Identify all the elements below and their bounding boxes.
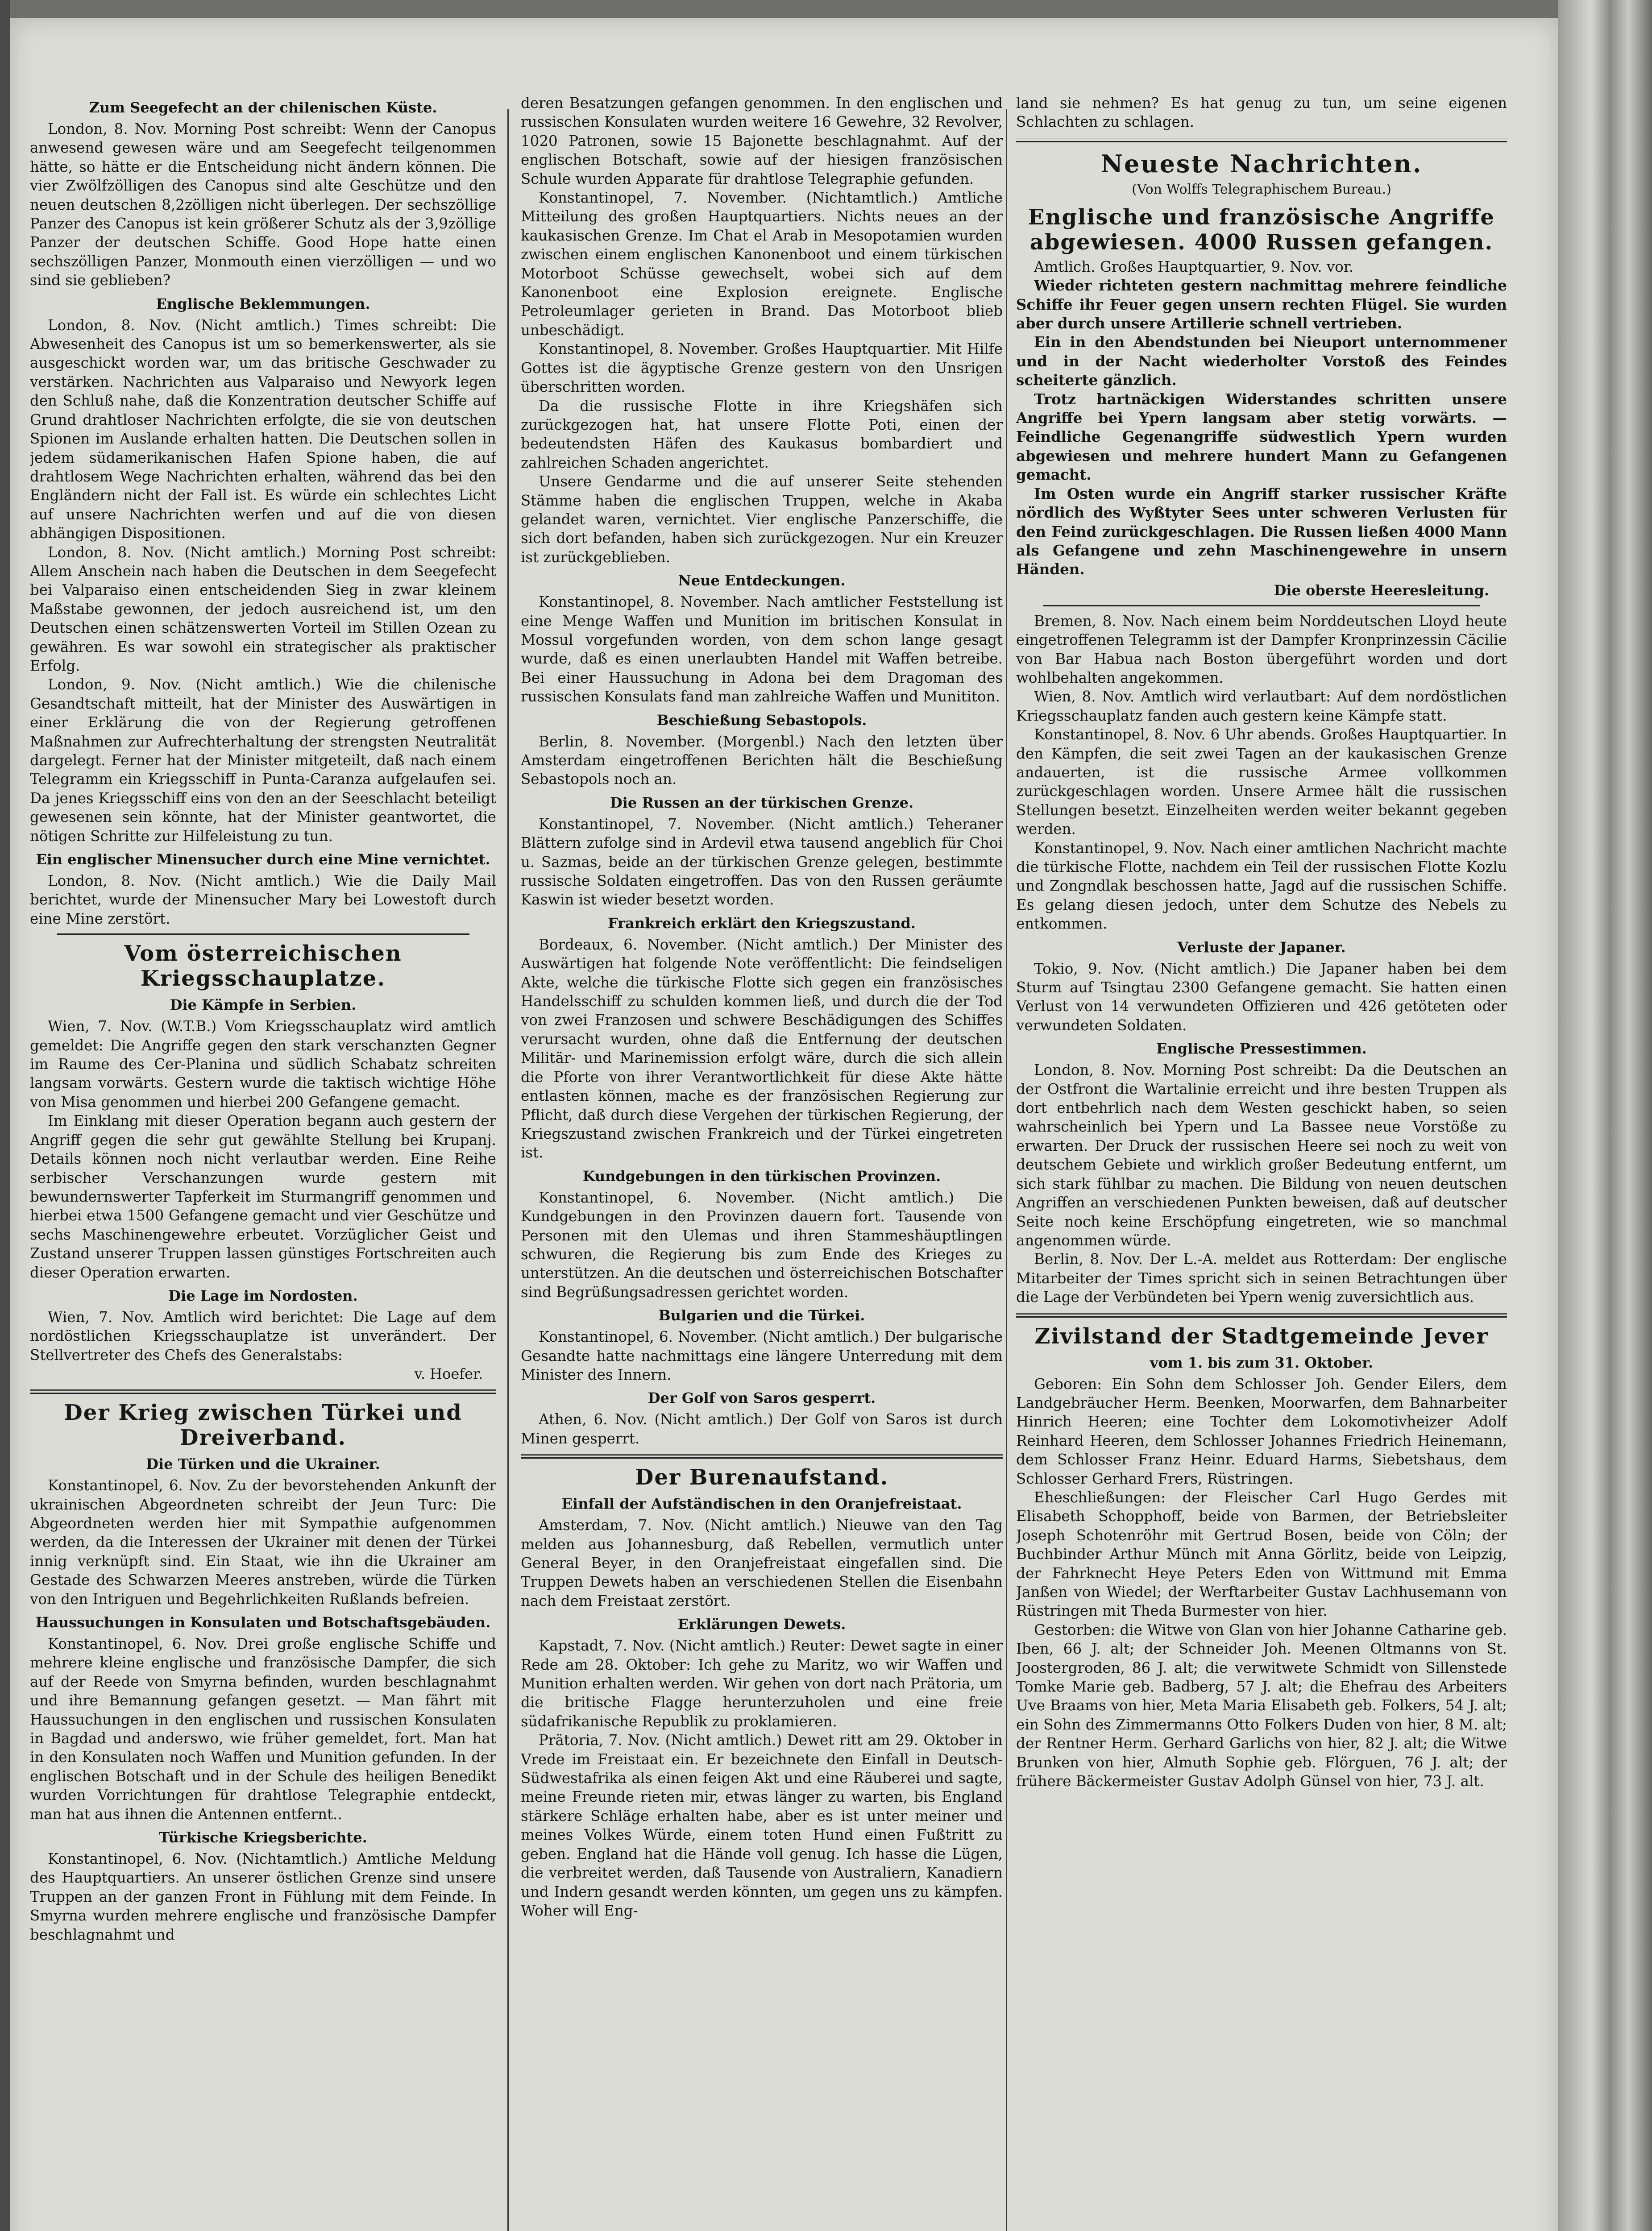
section-divider — [30, 1389, 496, 1394]
article-paragraph: Konstantinopel, 9. Nov. Nach einer amtlichen Nachricht machte die türkische Flotte, nachdem ein Teil der russischen Flotte Kozlu und Zongndlak beschossen hatte, Jagd auf die russischen Schiffe. Es gelang diesen jedoch, unter dem Schutze des Nebels zu entkommen. — [1016, 839, 1507, 933]
headline: Einfall der Aufständischen in den Oranjefreistaat. — [561, 1495, 962, 1513]
section-title: Neueste Nachrichten. — [1100, 149, 1423, 178]
section-divider — [1016, 138, 1507, 142]
headline: Bulgarien und die Türkei. — [658, 1307, 865, 1324]
headline: Türkische Kriegsberichte. — [159, 1829, 367, 1846]
article-paragraph: Athen, 6. Nov. (Nicht amtlich.) Der Golf von Saros ist durch Minen gesperrt. — [521, 1411, 1003, 1447]
article-paragraph: Konstantinopel, 6. November. (Nicht amtlich.) Der bulgarische Gesandte hatte nachmittags eine längere Unterredung mit dem Minister des Innern. — [521, 1328, 1003, 1383]
headline: Zum Seegefecht an der chilenischen Küste. — [89, 99, 437, 116]
article-paragraph: Bremen, 8. Nov. Nach einem beim Norddeutschen Lloyd heute eingetroffenen Telegramm ist der Dampfer Kronprinzessin Cäcilie von Bar Habua nach Boston übergeführt worden und dort wohlbehalten angekommen. — [1016, 612, 1507, 686]
section-divider — [1043, 605, 1480, 606]
article-paragraph: Konstantinopel, 6. November. (Nicht amtlich.) Die Kundgebungen in den Provinzen dauern fort. Tausende von Personen mit den Ulemas und ihren Stammeshäuptlingen schwuren, die Regierung bis zum Ende des Krieges zu unterstützen. An die deutschen und österreichischen Botschafter sind Begrüßungsadressen gerichtet worden. — [521, 1189, 1003, 1301]
headline: Beschießung Sebastopols. — [656, 711, 867, 729]
article-paragraph: London, 8. Nov. (Nicht amtlich.) Times schreibt: Die Abwesenheit des Canopus ist um so bemerkenswerter, als sie ausgeschickt worden war, um das britische Geschwader zu verstärken. Nachrichten aus Valparaiso und Newyork legen den Schluß nahe, daß die Konzentration deutscher Schiffe auf Grund drahtloser Nachrichten erfolgte, die sie von deutschen Spionen im Auslande erhalten hatten. Die Deutschen sollen in jedem südamerikanischen Hafen Spione haben, die auf drahtlosem Wege Nachrichten erhalten, während das bei den Engländern nicht der Fall ist. Es würde ein schlechtes Licht auf unsere Nachrichten werfen und auf die von diesen abhängigen Dispositionen. — [30, 316, 496, 542]
article-paragraph: Wien, 7. Nov. (W.T.B.) Vom Kriegsschauplatz wird amtlich gemeldet: Die Angriffe gegen den stark verschanzten Gegner im Raume des Cer-Planina und südlich Schabatz schreiten langsam vorwärts. Gestern wurde die taktisch wichtige Höhe von Misa genommen und hierbei 200 Gefangene gemacht. — [30, 1018, 496, 1111]
article-paragraph: Ein in den Abendstunden bei Nieuport unternommener und in der Nacht wiederholter Vorstoß des Feindes scheiterte gänzlich. — [1016, 333, 1507, 389]
headline: Die Russen an der türkischen Grenze. — [610, 794, 914, 811]
article-paragraph: Konstantinopel, 8. November. Großes Hauptquartier. Mit Hilfe Gottes ist die ägyptische Grenze gestern von den Unsrigen überschritten worden. — [521, 340, 1003, 396]
article-paragraph: Amsterdam, 7. Nov. (Nicht amtlich.) Nieuwe van den Tag melden aus Johannesburg, daß Rebellen, vermutlich unter General Beyer, in den Oranjefreistaat eingefallen sind. Die Truppen Dewets haben an verschiedenen Stellen die Eisenbahn nach dem Freistaat zerstört. — [521, 1517, 1003, 1609]
column-2 — [521, 94, 1003, 2231]
headline: Die Lage im Nordosten. — [168, 1287, 358, 1304]
article-paragraph: Konstantinopel, 7. November. (Nicht amtlich.) Teheraner Blättern zufolge sind in Ardevil etwa tausend angeblich für Choi u. Sazmas, beide an der türkischen Grenze gelegen, bestimmte russische Soldaten eingetroffen. Das von den Russen geräumte Kaswin ist wieder besetzt worden. — [521, 815, 1003, 908]
newspaper-page — [10, 18, 1558, 2231]
article-paragraph: Tokio, 9. Nov. (Nicht amtlich.) Die Japaner haben bei dem Sturm auf Tsingtau 2300 Gefangene gemacht. Sie hatten einen Verlust von 14 verwundeten Offizieren und 426 getöteten oder verwundeten Soldaten. — [1016, 960, 1507, 1034]
section-subtitle: (Von Wolffs Telegraphischem Bureau.) — [1132, 181, 1391, 197]
article-paragraph: Bordeaux, 6. November. (Nicht amtlich.) Der Minister des Auswärtigen hat folgende Note veröffentlicht: Die feindseligen Akte, welche die türkische Flotte sich gegen ein französisches Handelsschiff zu schulden kommen ließ, und durch die der Tod von zwei Franzosen und schwere Beschädigungen des Schiffes verursacht wurden, ohne daß die Entfernung der deutschen Militär- und Marinemission erfolgt wäre, durch die sich allein die Pforte von ihrer Verantwortlichkeit für diese Akte hätte entlasten können, mache es der französischen Regierung zur Pflicht, daß durch diese Vergehen der türkischen Regierung, der Kriegszustand zwischen Frankreich und der Türkei eingetreten ist. — [521, 936, 1003, 1161]
section-title: Der Burenaufstand. — [635, 1465, 889, 1490]
headline: Erklärungen Dewets. — [677, 1616, 846, 1633]
article-paragraph: Im Einklang mit dieser Operation begann auch gestern der Angriff gegen die sehr gut gewählte Stellung bei Krupanj. Details können noch nicht verlautbar werden. Eine Reihe serbischer Verschanzungen wurde gestern mit bewundernswerter Tapferkeit im Sturmangriff genommen und hierbei etwa 1500 Gefangene gemacht und vier Geschütze und sechs Maschinengewehre erbeutet. Vorzüglicher Geist und Zustand unserer Truppen lassen günstiges Fortschreiten auch dieser Operation erwarten. — [30, 1112, 496, 1281]
headline: Haussuchungen in Konsulaten und Botschaftsgebäuden. — [35, 1614, 491, 1631]
column-3 — [1016, 94, 1507, 2231]
article-paragraph: London, 8. Nov. Morning Post schreibt: Da die Deutschen an der Ostfront die Wartalinie erreicht und ihre besten Truppen als dort entbehrlich nach dem Westen geschickt haben, so seien wahrscheinlich bei Ypern und La Bassee neue Vorstöße zu erwarten. Der Druck der russischen Heere sei noch zu weit von deutschem Gebiete und wirklich großer Bedeutung entfernt, um sich stark fühlbar zu machen. Die Bildung von neuen deutschen Angriffen an verschiedenen Punkten beweisen, daß auf deutscher Seite noch keine Erschöpfung eingetreten, wie so manchmal angenommen würde. — [1016, 1062, 1507, 1249]
article-paragraph: London, 8. Nov. Morning Post schreibt: Wenn der Canopus anwesend gewesen wäre und am Seegefecht teilgenommen hätte, so hätte er die Entscheidung nicht ändern können. Die vier Zwölfzölligen des Canopus sind alte Geschütze und den neuen deutschen 8,2zölligen nicht überlegen. Der sechszöllige Panzer des Canopus ist kein größerer Schutz als der 3,9zöllige Panzer der deutschen Schiffe. Good Hope hatte einen sechszölligen Panzer, Monmouth einen vierzölligen — und wo sind sie geblieben? — [30, 120, 496, 289]
article-paragraph: Gestorben: die Witwe von Glan von hier Johanne Catharine geb. Iben, 66 J. alt; der Schneider Joh. Meenen Oltmanns von St. Joostergroden, 86 J. alt; die verwitwete Schmidt von Sillenstede Tomke Marie geb. Badberg, 57 J. alt; die Ehefrau des Arbeiters Uve Braams von hier, Meta Maria Elisabeth geb. Folkers, 54 J. alt; ein Sohn des Zimmermanns Otto Folkers Duden von hier, 8 M. alt; der Rentner Herm. Gerhard Garlichs von hier, 82 J. alt; die Witwe Brunken von hier, Almuth Sophie geb. Flörguen, 76 J. alt; der frühere Bäckermeister Gustav Adolph Günsel von hier, 73 J. alt. — [1016, 1621, 1507, 1790]
article-paragraph: Konstantinopel, 7. November. (Nichtamtlich.) Amtliche Mitteilung des großen Hauptquartiers. Nichts neues an der kaukasischen Grenze. Im Chat el Arab in Mesopotamien wurden zwischen einem englischen Kanonenboot und einem türkischen Motorboot Schüsse gewechselt, wobei sich auf dem Kanonenboot eine Explosion ereignete. Englische Petroleumlager gerieten in Brand. Das Motorboot blieb unbeschädigt. — [521, 189, 1003, 339]
article-paragraph: Konstantinopel, 6. Nov. Drei große englische Schiffe und mehrere kleine englische und französische Dampfer, die sich auf der Reede von Smyrna befinden, wurden beschlagnahmt und ihre Bemannung gefangen gesetzt. — Man fährt mit Haussuchungen in den englischen und russischen Konsulaten in Bagdad und anderswo, wie früher gemeldet, fort. Man hat in den Konsulaten noch Waffen und Munition gefunden. In der englischen Botschaft und in der Schule des heiligen Benedikt wurden Vorrichtungen für drahtlose Telegraphie entdeckt, man hat aus ihnen die Antennen entfernt.. — [30, 1635, 496, 1823]
section-divider — [521, 1454, 1003, 1459]
headline: Frankreich erklärt den Kriegszustand. — [608, 914, 916, 932]
article-paragraph: land sie nehmen? Es hat genug zu tun, um seine eigenen Schlachten zu schlagen. — [1016, 95, 1507, 131]
article-paragraph: Berlin, 8. November. (Morgenbl.) Nach den letzten über Amsterdam eingetroffenen Berichten hält die Beschießung Sebastopols noch an. — [521, 733, 1003, 788]
article-paragraph: Im Osten wurde ein Angriff starker russischer Kräfte nördlich des Wyßtyter Sees unter schweren Verlusten für den Feind zurückgeschlagen. Die Russen ließen 4000 Mann als Gefangene und zehn Maschinengewehre in unsern Händen. — [1016, 485, 1507, 578]
headline: Englische Pressestimmen. — [1156, 1040, 1367, 1057]
article-paragraph: London, 9. Nov. (Nicht amtlich.) Wie die chilenische Gesandtschaft mitteilt, hat der Minister des Auswärtigen in einer Erklärung die von der Regierung getroffenen Maßnahmen zur Aufrechterhaltung der strengsten Neutralität dargelegt. Ferner hat der Minister mitgeteilt, daß nach einem Telegramm ein Kriegsschiff in Punta-Caranza aufgelaufen sei. Da jenes Kriegsschiff eins von den an der Seeschlacht beteiligt gewesenen sein könnte, hat der Minister geantwortet, die nötigen Schritte zur Hilfeleistung zu tun. — [30, 676, 496, 845]
headline: vom 1. bis zum 31. Oktober. — [1150, 1354, 1374, 1371]
headline: Kundgebungen in den türkischen Provinzen. — [582, 1167, 941, 1185]
article-paragraph: Wien, 8. Nov. Amtlich wird verlautbart: Auf dem nordöstlichen Kriegsschauplatz fanden auch gestern keine Kämpfe statt. — [1016, 688, 1507, 724]
article-paragraph: Konstantinopel, 8. Nov. 6 Uhr abends. Großes Hauptquartier. In den Kämpfen, die seit zwei Tagen an der kaukasischen Grenze andauerten, ist die russische Armee vollkommen zurückgeschlagen worden. Unsere Armee hält die russischen Stellungen besetzt. Einzelheiten werden weiter bekannt gegeben werden. — [1016, 726, 1507, 838]
article-paragraph: Kapstadt, 7. Nov. (Nicht amtlich.) Reuter: Dewet sagte in einer Rede am 28. Oktober: Ich gehe zu Maritz, wo wir Waffen und Munition erhalten werden. Wir gehen von dort nach Prätoria, um die britische Flagge herunterzuholen und eine freie südafrikanische Republik zu proklamieren. — [521, 1637, 1003, 1730]
section-title: Vom österreichischen Kriegsschauplatze. — [124, 941, 402, 991]
article-paragraph: Wieder richteten gestern nachmittag mehrere feindliche Schiffe ihr Feuer gegen unsern rechten Flügel. Sie wurden aber durch unsere Artillerie schnell vertrieben. — [1016, 277, 1507, 332]
headline: Verluste der Japaner. — [1177, 938, 1346, 956]
article-paragraph: Unsere Gendarme und die auf unserer Seite stehenden Stämme haben die englischen Truppen, welche in Akaba gelandet waren, vernichtet. Vier englische Panzerschiffe, die sich dort befanden, haben sich zurückgezogen. Nur ein Kreuzer ist zurückgeblieben. — [521, 473, 1003, 566]
section-divider — [57, 933, 469, 935]
column-rule-1 — [507, 109, 509, 2231]
section-divider — [1016, 1313, 1507, 1318]
headline: Die Kämpfe in Serbien. — [170, 996, 357, 1014]
section-title: Zivilstand der Stadtgemeinde Jever — [1034, 1323, 1489, 1349]
article-paragraph: Da die russische Flotte in ihre Kriegshäfen sich zurückgezogen hat, hat unsere Flotte Poti, einen der bedeutendsten Häfen des Kaukasus bombardiert und zahlreichen Schaden angerichtet. — [521, 397, 1003, 471]
article-paragraph: Trotz hartnäckigen Widerstandes schritten unsere Angriffe bei Ypern langsam aber stetig vorwärts. — Feindliche Gegenangriffe südwestlich Ypern wurden abgewiesen und mehrere hundert Mann zu Gefangenen gemacht. — [1016, 390, 1507, 484]
article-paragraph: Amtlich. Großes Hauptquartier, 9. Nov. vor. — [1034, 258, 1354, 275]
signature: Die oberste Heeresleitung. — [1274, 581, 1489, 599]
article-paragraph: Berlin, 8. Nov. Der L.-A. meldet aus Rotterdam: Der englische Mitarbeiter der Times spricht sich in seinen Betrachtungen über die Lage der Verbündeten bei Ypern wenig zuversichtlich aus. — [1016, 1251, 1507, 1306]
article-paragraph: deren Besatzungen gefangen genommen. In den englischen und russischen Konsulaten wurden weitere 16 Gewehre, 32 Revolver, 1020 Patronen, sowie 15 Bajonette beschlagnahmt. Auf der englischen Botschaft, sowie auf der hiesigen französischen Schule wurden Apparate für drahtlose Telegraphie gefunden. — [521, 95, 1003, 187]
page-stack-edge — [1558, 0, 1652, 2231]
article-paragraph: Konstantinopel, 6. Nov. Zu der bevorstehenden Ankunft der ukrainischen Abgeordneten schreibt der Jeun Turc: Die Abgeordneten werden hier mit Sympathie aufgenommen werden, da die Interessen der Ukrainer mit denen der Türkei innig verknüpft sind. Ein Staat, wie ihn die Ukrainer am Gestade des Schwarzen Meeres anstreben, würde die Türken von den Intriguen und Begehrlichkeiten Rußlands befreien. — [30, 1477, 496, 1608]
article-paragraph: London, 8. Nov. (Nicht amtlich.) Wie die Daily Mail berichtet, wurde der Minensucher Mary bei Lowestoft durch eine Mine zerstört. — [30, 872, 496, 927]
headline: Der Golf von Saros gesperrt. — [648, 1389, 876, 1407]
article-paragraph: Prätoria, 7. Nov. (Nicht amtlich.) Dewet ritt am 29. Oktober in Vrede im Freistaat ein. Er bezeichnete den Einfall in Deutsch-Südwestafrika als einen feigen Akt und eine Räuberei und sagte, meine Freunde rieten mir, etwas länger zu warten, bis England stärkere Schläge erhalten habe, aber es ist unter meiner und meines Volkes Würde, einem toten Hund einen Fußtritt zu geben. England hat die Hände voll genug. Ich hasse die Lügen, die verbreitet werden, daß Tausende von Australiern, Kanadiern und Indern gesandt werden könnten, um gegen uns zu kämpfen. Woher will Eng- — [521, 1732, 1003, 1919]
article-paragraph: Wien, 7. Nov. Amtlich wird berichtet: Die Lage auf dem nordöstlichen Kriegsschauplatze ist unverändert. Der Stellvertreter des Chefs des Generalstabs: — [30, 1308, 496, 1364]
column-rule-2 — [1006, 109, 1007, 2231]
article-paragraph: Konstantinopel, 8. November. Nach amtlicher Feststellung ist eine Menge Waffen und Munition im britischen Konsulat in Mossul vorgefunden worden, von dem schon lange gesagt wurde, daß es einen unerlaubten Handel mit Waffen betreibe. Bei einer Haussuchung in Adona bei dem Dragoman des russischen Konsulats fand man zahlreiche Waffen und Munititon. — [521, 593, 1003, 705]
section-title: Der Krieg zwischen Türkei und Dreiverband. — [64, 1400, 462, 1451]
article-paragraph: Konstantinopel, 6. Nov. (Nichtamtlich.) Amtliche Meldung des Hauptquartiers. An unserer östlichen Grenze sind unsere Truppen an der ganzen Front in Fühlung mit dem Feinde. In Smyrna wurden mehrere englische und französische Dampfer beschlagnahmt und — [30, 1850, 496, 1943]
headline: Neue Entdeckungen. — [678, 572, 846, 589]
article-paragraph: Eheschließungen: der Fleischer Carl Hugo Gerdes mit Elisabeth Schopphoff, beide von Barmen, der Betriebsleiter Joseph Schotenröhr mit Gertrud Bosen, beide von Cöln; der Buchbinder Arthur Münch mit Anna Görlitz, beide von Leipzig, der Fahrknecht Heye Peters Eden von Wittmund mit Emma Janßen von Wiedel; der Werftarbeiter Gustav Lachhusemann von Rüstringen mit Theda Burmester von hier. — [1016, 1489, 1507, 1620]
article-paragraph: London, 8. Nov. (Nicht amtlich.) Morning Post schreibt: Allem Anschein nach haben die Deutschen in dem Seegefecht bei Valparaiso einen entscheidenden Sieg in zwar kleinem Maßstabe gewonnen, der jedoch ausreichend ist, um den Deutschen einen schätzenswerten Vorteil im Stillen Ozean zu gewähren. Es war sowohl ein strategischer als praktischer Erfolg. — [30, 543, 496, 674]
headline: Englische und französische Angriffe abgewiesen. 4000 Russen gefangen. — [1028, 204, 1495, 255]
headline: Die Türken und die Ukrainer. — [146, 1456, 380, 1473]
book-spine — [0, 0, 10, 2231]
headline: Ein englischer Minensucher durch eine Mine vernichtet. — [36, 851, 490, 868]
column-1 — [30, 94, 496, 2231]
article-paragraph: Geboren: Ein Sohn dem Schlosser Joh. Gender Eilers, dem Landgebräucher Herm. Beenken, Moorwarfen, dem Bahnarbeiter Hinrich Heeren; eine Tochter dem Lokomotivheizer Adolf Reinhard Heeren, dem Schlosser Johannes Friedrich Heinemann, dem Schlosser Franz Heinr. Eduard Harms, Siebetshaus, dem Schlosser Gerhard Frers, Rüstringen. — [1016, 1375, 1507, 1487]
signature: v. Hoefer. — [414, 1365, 483, 1383]
headline: Englische Beklemmungen. — [156, 295, 370, 312]
